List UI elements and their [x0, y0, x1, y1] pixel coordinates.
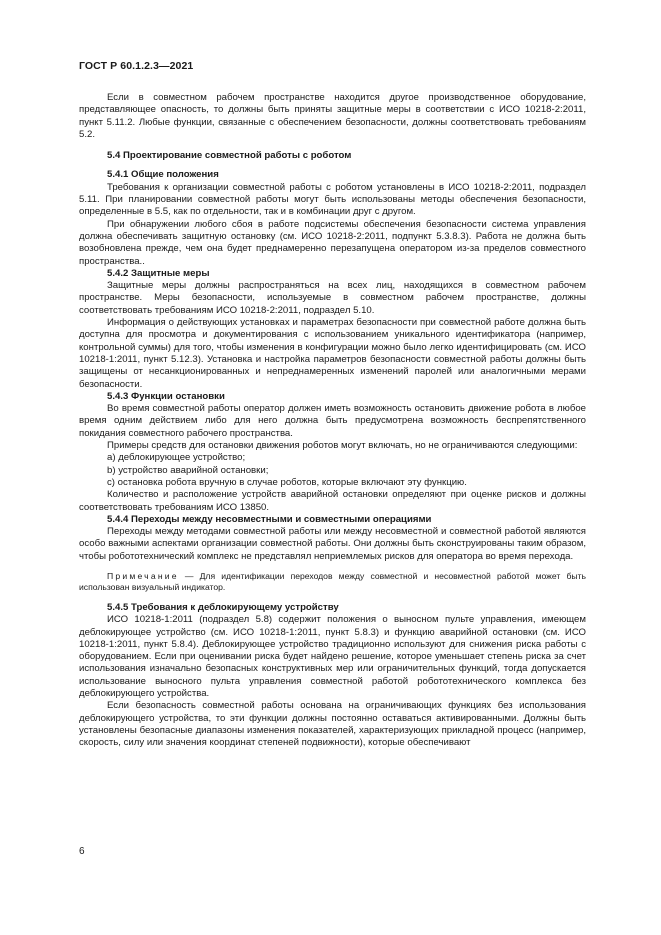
- paragraph: Информация о действующих установках и параметрах безопасности при совместной работе должна быть доступна для просмотра и документирования с использованием уникального идентификатора (например, контрольной суммы) для того, чтобы изменения в конфигурации можно было легко идентифицировать (см. ИСО 10218-1:2011, пункт 5.12.3). Установка и настройка параметров безопасности совместной работы должны быть защищены от несанкционированных и непреднамеренных изменений паролей или аналогичными мерами безопасности.: [79, 317, 586, 390]
- paragraph: Переходы между методами совместной работы или между несовместной и совместной работой являются особо важными аспектами организации совместной работы. Они должны быть сконструированы таким образом, чтобы робототехнический комплекс не представлял неприемлемых рисков для оператора во время перехода.: [79, 526, 586, 562]
- section-5-4-4-title: 5.4.4 Переходы между несовместными и совместными операциями: [107, 513, 432, 525]
- section-5-4-1-title: 5.4.1 Общие положения: [107, 169, 219, 181]
- list-item: c) остановка робота вручную в случае роботов, которые включают эту функцию.: [107, 476, 467, 488]
- list-item: a) деблокирующее устройство;: [107, 452, 246, 464]
- note: [79, 571, 586, 594]
- section-5-4-title: 5.4 Проектирование совместной работы с роботом: [107, 150, 352, 162]
- intro-paragraph: Если в совместном рабочем пространстве находится другое производственное оборудование, представляющее опасность, то должны быть приняты защитные меры в соответствии с ИСО 10218-2:2011, пункт 5.11.2. Любые функции, связанные с обеспечением безопасности, должны соответствовать требованиям 5.2.: [79, 92, 586, 140]
- section-5-4-2-title: 5.4.2 Защитные меры: [107, 267, 210, 279]
- section-5-4-5-title: 5.4.5 Требования к деблокирующему устройству: [107, 601, 339, 613]
- paragraph: Если безопасность совместной работы основана на ограничивающих функциях без использования деблокирующего устройства, то эти функции должны постоянно оставаться активированными. Должны быть установлены безопасные диапазоны изменения показателей, характеризующих прикладной процесс (например, скорость, силу или значения координат степеней подвижности), которые обеспечивают: [79, 700, 586, 749]
- page-number: 6: [79, 846, 85, 857]
- section-5-4-3-title: 5.4.3 Функции остановки: [107, 390, 225, 402]
- paragraph: При обнаружении любого сбоя в работе подсистемы обеспечения безопасности система управления должна обеспечивать защитную остановку (см. ИСО 10218-2:2011, подпункт 5.3.8.3). Работа не должна быть возобновлена прежде, чем она будет преднамеренно перезапущена оператором из-за пределов совместного пространства..: [79, 218, 586, 267]
- note-label: Примечание: [107, 570, 179, 581]
- paragraph: Во время совместной работы оператор должен иметь возможность остановить движение робота в любое время одним действием либо для него должна быть предусмотрена возможность беспрепятственного покидания совместного рабочего пространства.: [79, 403, 586, 439]
- paragraph: Количество и расположение устройств аварийной остановки определяют при оценке рисков и должны соответствовать требованиям ИСО 13850.: [79, 489, 586, 513]
- paragraph: Защитные меры должны распространяться на всех лиц, находящихся в совместном рабочем пространстве. Меры безопасности, используемые в совместном рабочем пространстве, должны соответствовать требованиям ИСО 10218-2:2011, подраздел 5.10.: [79, 280, 586, 316]
- note-text: — Для идентификации переходов между совместной и несовместной работой может быть использован визуальный индикатор.: [79, 570, 586, 593]
- paragraph: ИСО 10218-1:2011 (подраздел 5.8) содержит положения о выносном пульте управления, имеющем деблокирующее устройство (см. ИСО 10218-1:2011, пункт 5.8.3) и функцию аварийной остановки (см. ИСО 10218-1:2011, пункт 5.8.4). Деблокирующее устройство традиционно используют для снижения риска работы с оборудованием. Если при оценивании риска будет найдено решение, которое уменьшает степень риска за счет использования изначально безопасных конструктивных мер или ограничительных функций, тогда допускается использование выносного пульта управления совместной работой робототехнического комплекса без деблокирующего устройства.: [79, 614, 586, 700]
- list-item: b) устройство аварийной остановки;: [107, 464, 269, 476]
- paragraph: Примеры средств для остановки движения роботов могут включать, но не ограничиваются следующими:: [107, 440, 578, 452]
- document-header: ГОСТ Р 60.1.2.3—2021: [79, 60, 194, 72]
- document-body: [79, 92, 586, 750]
- paragraph: Требования к организации совместной работы с роботом установлены в ИСО 10218-2:2011, подраздел 5.11. При планировании совместной работы могут быть использованы методы обеспечения безопасности, определенные в 5.5, как по отдельности, так и в комбинации друг с другом.: [79, 181, 586, 218]
